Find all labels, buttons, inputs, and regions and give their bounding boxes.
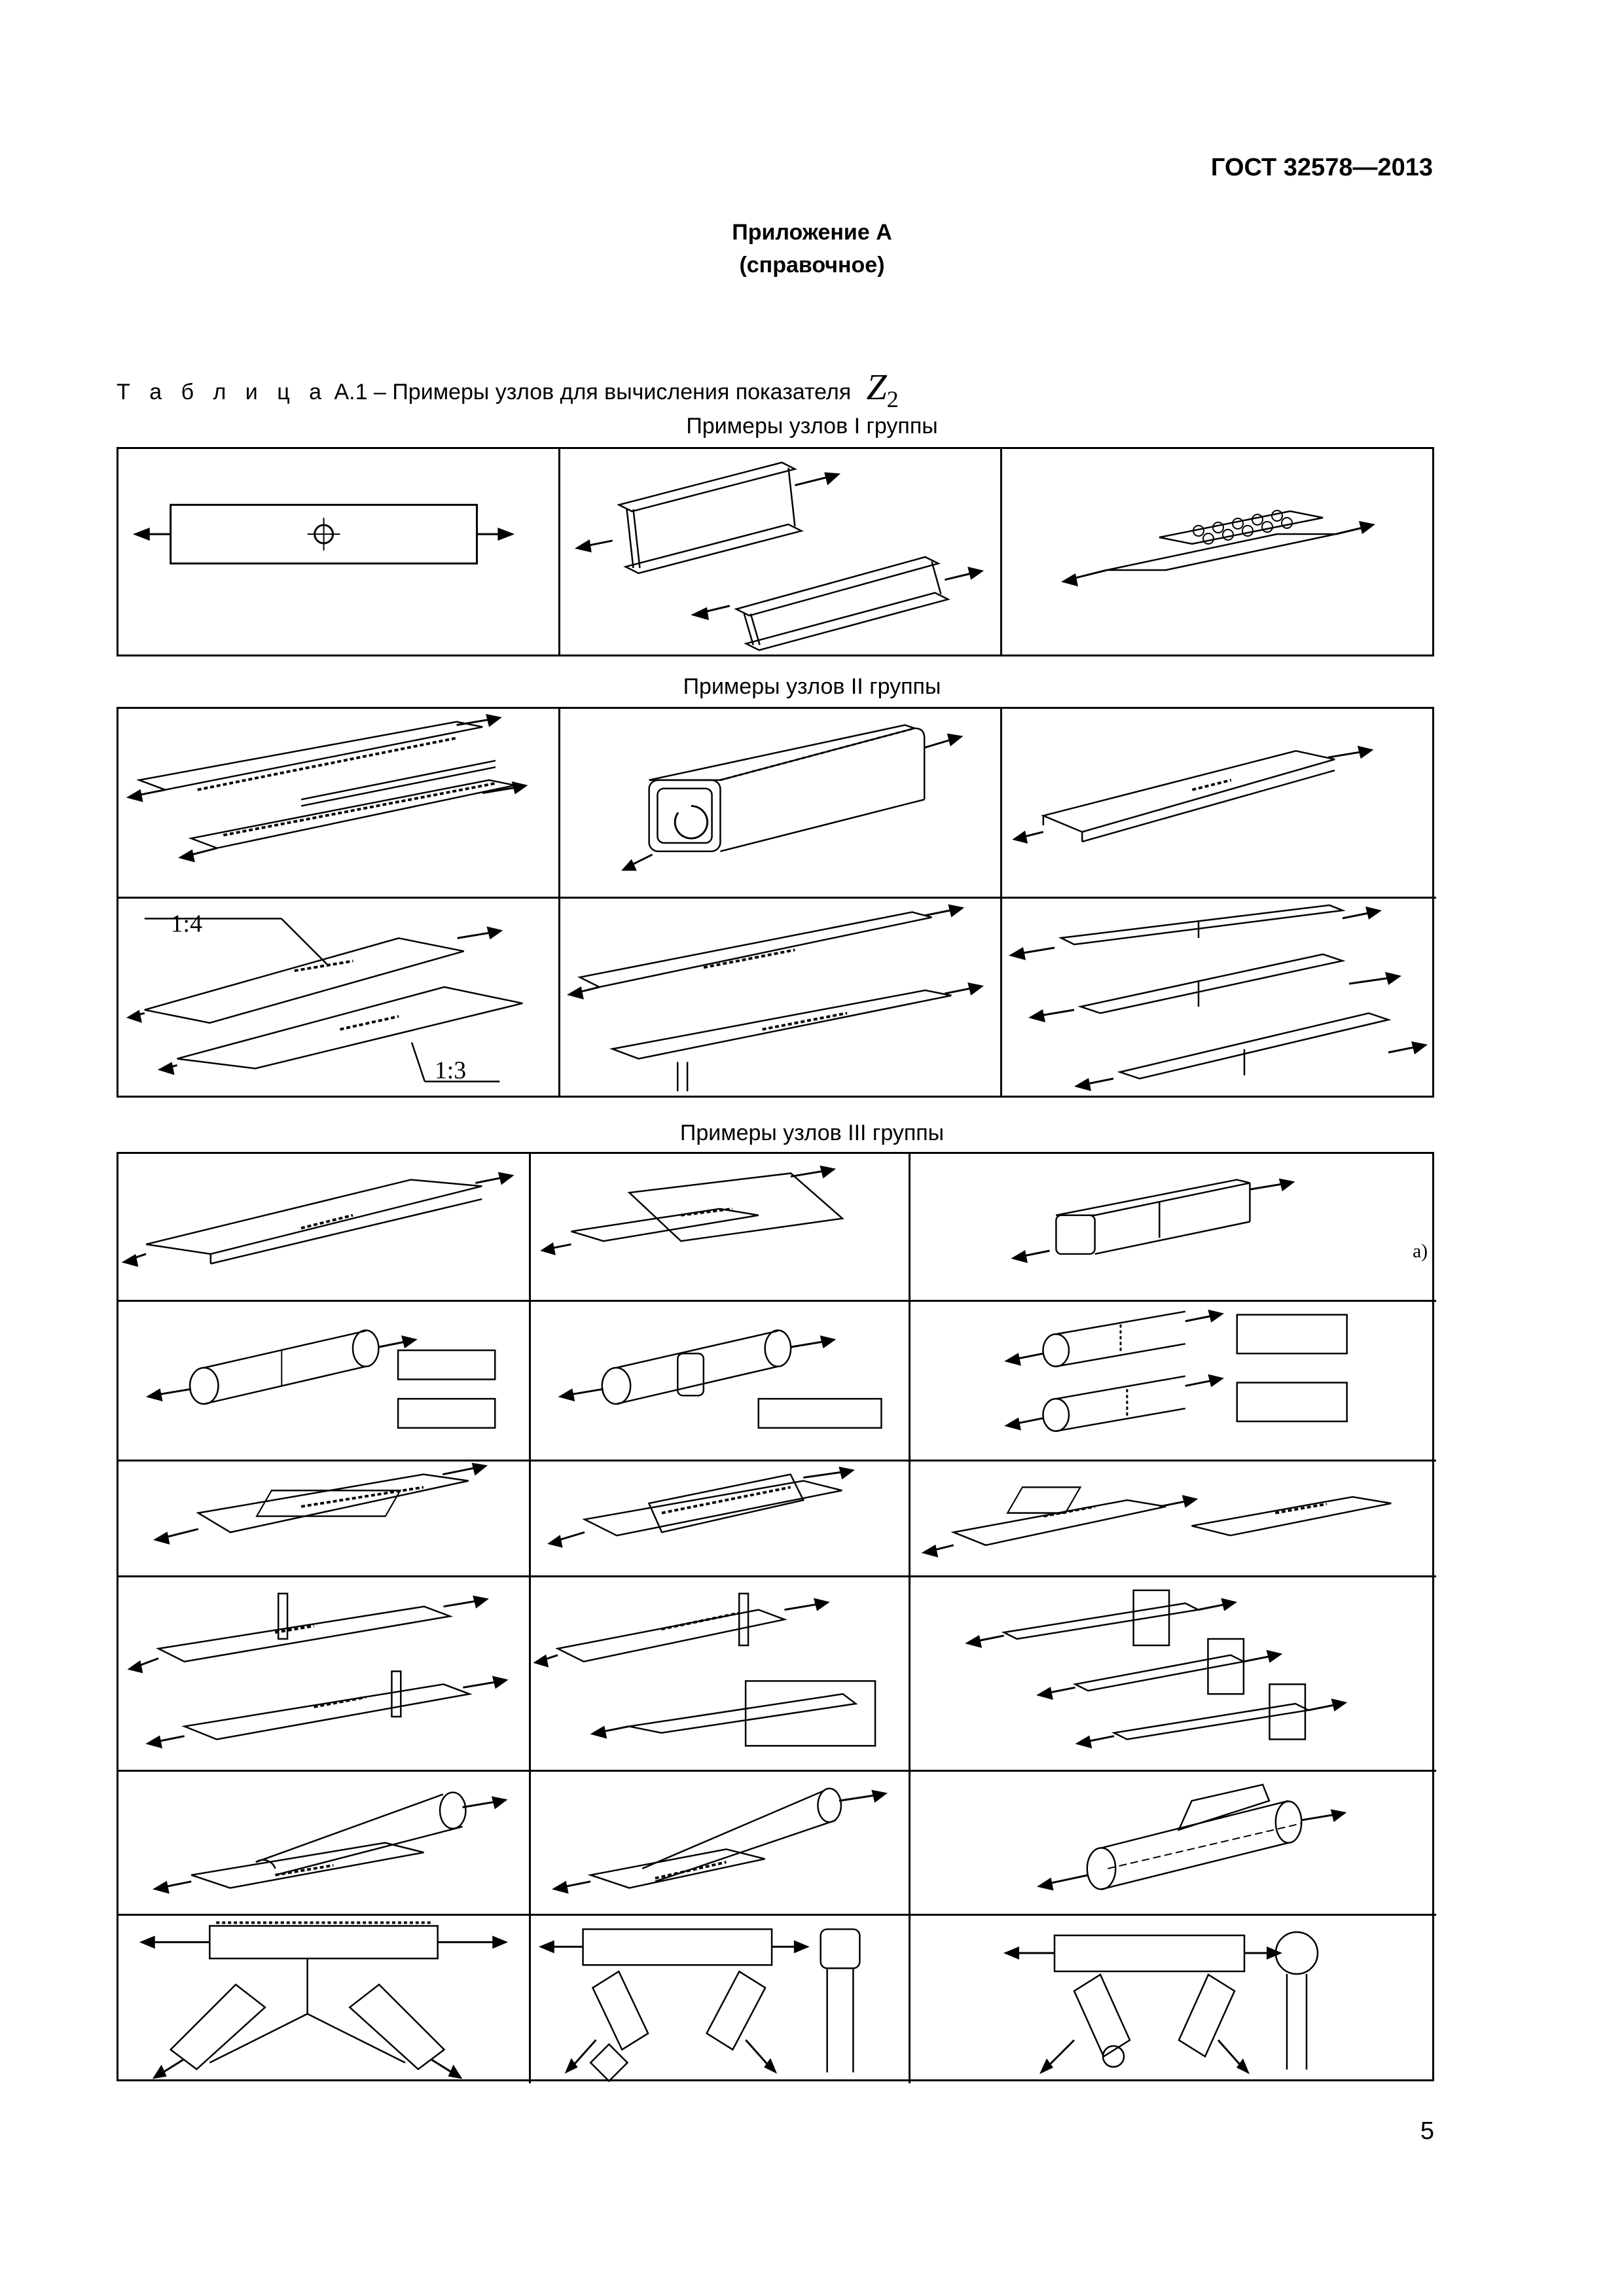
joint-iii-1-1 — [118, 1154, 531, 1302]
appendix-heading — [0, 216, 1624, 281]
group-2-table — [117, 707, 1434, 1098]
joint-iii-4-1-drawing — [118, 1577, 529, 1770]
joint-iii-3-3 — [911, 1462, 1436, 1577]
slope-label-bottom: 1:3 — [434, 1056, 467, 1085]
joint-longitudinal-welds-drawing — [118, 709, 558, 897]
joint-box-section — [560, 709, 1002, 899]
table-caption-prefix: Т а б л и ц а — [117, 380, 329, 404]
joint-iii-3-2 — [531, 1462, 911, 1577]
joint-iii-1-1-drawing — [118, 1154, 529, 1300]
joint-iii-4-2 — [531, 1577, 911, 1772]
joint-iii-2-1 — [118, 1302, 531, 1462]
joint-slope-butt — [118, 899, 560, 1098]
joint-slope-butt-drawing — [118, 899, 558, 1098]
joint-iii-4-2-drawing — [531, 1577, 909, 1770]
joint-iii-6-1 — [118, 1916, 531, 2083]
appendix-subtitle: (справочное) — [739, 253, 885, 278]
joint-iii-5-3-drawing — [911, 1772, 1436, 1914]
joint-box-section-drawing — [560, 709, 1000, 897]
joint-iii-1-3-drawing — [911, 1154, 1436, 1300]
joint-iii-4-3 — [911, 1577, 1436, 1772]
joint-iii-6-3-drawing — [911, 1916, 1436, 2083]
joint-bolted-plates-drawing — [1002, 449, 1436, 656]
joint-i-beams-drawing — [560, 449, 1000, 656]
appendix-title: Приложение А — [732, 220, 892, 245]
group-3-title: Примеры узлов III группы — [679, 1121, 945, 1145]
joint-iii-2-1-drawing — [118, 1302, 529, 1460]
joint-iii-6-2 — [531, 1916, 911, 2083]
joint-iii-1-2 — [531, 1154, 911, 1302]
group-1-table — [117, 447, 1434, 656]
joint-iii-1-2-drawing — [531, 1154, 909, 1300]
group-2-title: Примеры узлов II группы — [683, 674, 941, 699]
joint-plate-hole — [118, 449, 560, 656]
joint-iii-4-3-drawing — [911, 1577, 1436, 1770]
joint-butt-weld-plate-drawing — [1002, 709, 1436, 897]
page-number: 5 — [1420, 2117, 1434, 2145]
joint-butt-t-section-drawing — [560, 899, 1000, 1098]
document-code: ГОСТ 32578—2013 — [1210, 154, 1433, 181]
joint-iii-5-2-drawing — [531, 1772, 909, 1914]
table-caption-text: – Примеры узлов для вычисления показателя — [374, 380, 852, 404]
joint-iii-3-1-drawing — [118, 1462, 529, 1575]
table-caption-symbol: $Z_2$ — [866, 367, 899, 413]
joint-iii-6-2-drawing — [531, 1916, 909, 2083]
joint-butt-channels — [1002, 899, 1436, 1098]
joint-iii-5-3 — [911, 1772, 1436, 1916]
joint-iii-5-1 — [118, 1772, 531, 1916]
table-caption-number: А.1 — [334, 380, 368, 404]
joint-iii-2-3-drawing — [911, 1302, 1436, 1460]
joint-butt-weld-plate — [1002, 709, 1436, 899]
slope-label-top: 1:4 — [170, 910, 202, 938]
joint-iii-3-2-drawing — [531, 1462, 909, 1575]
joint-iii-1-3 — [911, 1154, 1436, 1302]
joint-plate-hole-drawing — [118, 449, 558, 656]
joint-iii-6-3 — [911, 1916, 1436, 2083]
joint-butt-t-section — [560, 899, 1002, 1098]
joint-iii-5-2 — [531, 1772, 911, 1916]
joint-bolted-plates — [1002, 449, 1436, 656]
note-a-label: а) — [1413, 1240, 1428, 1262]
group-3-table — [117, 1152, 1434, 2081]
joint-iii-6-1-drawing — [118, 1916, 529, 2083]
joint-longitudinal-welds — [118, 709, 560, 899]
joint-iii-2-2-drawing — [531, 1302, 909, 1460]
group-1-title: Примеры узлов I группы — [686, 414, 938, 439]
joint-iii-3-1 — [118, 1462, 531, 1577]
table-caption — [117, 367, 899, 413]
joint-iii-4-1 — [118, 1577, 531, 1772]
joint-iii-2-2 — [531, 1302, 911, 1462]
joint-iii-3-3-drawing — [911, 1462, 1436, 1575]
joint-iii-2-3 — [911, 1302, 1436, 1462]
joint-iii-5-1-drawing — [118, 1772, 529, 1914]
joint-i-beams — [560, 449, 1002, 656]
joint-butt-channels-drawing — [1002, 899, 1436, 1098]
